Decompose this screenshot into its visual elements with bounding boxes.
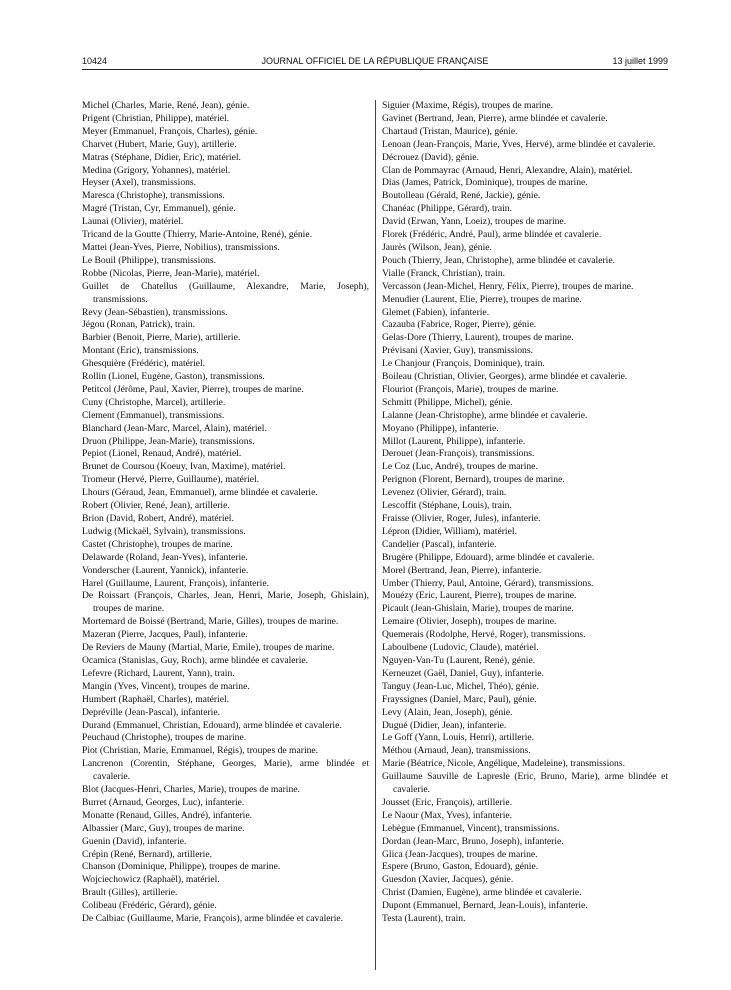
- list-item: Jousset (Eric, François), artillerie.: [382, 796, 513, 808]
- list-item: Cuny (Christophe, Marcel), artillerie.: [82, 396, 226, 408]
- list-item: Lenoan (Jean-François, Marie, Yves, Hervé), arme blindée et cavalerie.: [382, 138, 656, 150]
- list-item: Medina (Grigory, Yohannes), matériel.: [82, 164, 231, 176]
- list-item: Levy (Alain, Jean, Joseph), génie.: [382, 706, 513, 718]
- list-item: Nguyen-Van-Tu (Laurent, René), génie.: [382, 654, 536, 666]
- list-item: Launai (Olivier), matériel.: [82, 216, 184, 228]
- list-item: Lefevre (Richard, Laurent, Yann), train.: [82, 667, 235, 679]
- journal-title: JOURNAL OFFICIEL DE LA RÉPUBLIQUE FRANÇAISE: [261, 56, 489, 66]
- list-item: Brunet de Coursou (Koeuy, Ivan, Maxime), matériel.: [82, 461, 286, 473]
- list-item: Ocamica (Stanislas, Guy, Roch), arme blindée et cavalerie.: [82, 654, 309, 666]
- page-number: 10424: [82, 56, 108, 66]
- list-item: Gavinet (Bertrand, Jean, Pierre), arme blindée et cavalerie.: [382, 112, 608, 124]
- list-item: Florek (Frédéric, André, Paul), arme blindée et cavalerie.: [382, 229, 602, 241]
- list-item: Vercasson (Jean-Michel, Henry, Félix, Pierre), troupes de marine.: [382, 280, 634, 292]
- publication-date: 13 juillet 1999: [612, 56, 668, 66]
- list-item: Tanguy (Jean-Luc, Michel, Théo), génie.: [382, 680, 539, 692]
- list-item: Petitcol (Jérôme, Paul, Xavier, Pierre), troupes de marine.: [82, 383, 304, 395]
- list-item: Frayssignes (Daniel, Marc, Paul), génie.: [382, 693, 537, 705]
- list-item: Guillaume Sauville de Lapresle (Eric, Bruno, Marie), arme blindée et cavalerie.: [382, 771, 668, 796]
- header-rule: [82, 69, 668, 70]
- list-item: Barbier (Benoit, Pierre, Marie), artillerie.: [82, 332, 241, 344]
- list-item: Montant (Eric), transmissions.: [82, 345, 199, 357]
- list-item: Espere (Bruno, Gaston, Edouard), génie.: [382, 861, 539, 873]
- list-item: Vonderscher (Laurent, Yannick), infanterie.: [82, 564, 249, 576]
- list-item: Dupont (Emmanuel, Bernard, Jean-Louis), infanterie.: [382, 900, 588, 912]
- list-item: Mazeran (Pierre, Jacques, Paul), infanterie.: [82, 629, 248, 641]
- list-item: Derouet (Jean-François), transmissions.: [382, 448, 535, 460]
- list-item: Blot (Jacques-Henri, Charles, Marie), troupes de marine.: [82, 784, 300, 796]
- list-item: Revy (Jean-Sébastien), transmissions.: [82, 306, 228, 318]
- list-item: Harel (Guillaume, Laurent, François), infanterie.: [82, 577, 270, 589]
- list-item: Menudier (Laurent, Elie, Pierre), troupes de marine.: [382, 293, 582, 305]
- list-item: Pouch (Thierry, Jean, Christophe), arme blindée et cavalerie.: [382, 254, 615, 266]
- list-item: Tricand de la Goutte (Thierry, Marie-Antoine, René), génie.: [82, 229, 312, 241]
- list-item: Gelas-Dore (Thierry, Laurent), troupes de marine.: [382, 332, 574, 344]
- list-item: Piot (Christian, Marie, Emmanuel, Régis), troupes de marine.: [82, 745, 319, 757]
- list-item: Schmitt (Philippe, Michel), génie.: [382, 396, 513, 408]
- list-item: Le Goff (Yann, Louis, Henri), artillerie.: [382, 732, 535, 744]
- list-item: Prigent (Christian, Philippe), matériel.: [82, 112, 230, 124]
- left-column: [82, 100, 369, 926]
- list-item: Quemerais (Rodolphe, Hervé, Roger), transmissions.: [382, 629, 586, 641]
- list-item: Matras (Stéphane, Didier, Eric), matériel.: [82, 151, 241, 163]
- list-item: Siguier (Maxime, Régis), troupes de marine.: [382, 100, 554, 111]
- list-item: Rollin (Lionel, Eugène, Gaston), transmissions.: [82, 371, 265, 383]
- list-item: Clement (Emmanuel), transmissions.: [82, 409, 225, 421]
- list-item: Monatte (Renaud, Gilles, André), infanterie.: [82, 809, 252, 821]
- list-item: Le Coz (Luc, André), troupes de marine.: [382, 461, 538, 473]
- list-item: Depréville (Jean-Pascal), infanterie.: [82, 706, 220, 718]
- list-item: Pepiot (Lionel, Renaud, André), matériel.: [82, 448, 242, 460]
- list-item: Blanchard (Jean-Marc, Marcel, Alain), matériel.: [82, 422, 267, 434]
- list-item: Wojciechowicz (Raphaël), matériel.: [82, 874, 220, 886]
- list-item: Burret (Arnaud, Georges, Luc), infanterie.: [82, 796, 245, 808]
- page-header: [82, 54, 668, 68]
- list-item: Moyano (Philippe), infanterie.: [382, 422, 499, 434]
- list-item: Heyser (Axel), transmissions.: [82, 177, 197, 189]
- list-item: David (Erwan, Yann, Loeiz), troupes de marine.: [382, 216, 567, 228]
- list-item: Maresca (Christophe), transmissions.: [82, 190, 225, 202]
- list-item: Lépron (Didier, William), matériel.: [382, 525, 517, 537]
- list-item: Colibeau (Frédéric, Gérard), génie.: [82, 900, 217, 912]
- list-item: Albassier (Marc, Guy), troupes de marine.: [82, 822, 245, 834]
- list-item: Christ (Damien, Eugène), arme blindée et cavalerie.: [382, 887, 582, 899]
- list-item: Robbe (Nicolas, Pierre, Jean-Marie), matériel.: [82, 267, 260, 279]
- list-item: Mouézy (Eric, Laurent, Pierre), troupes de marine.: [382, 590, 577, 602]
- list-item: Le Naour (Max, Yves), infanterie.: [382, 809, 513, 821]
- list-item: Michel (Charles, Marie, René, Jean), génie.: [82, 100, 250, 111]
- list-item: Dugué (Didier, Jean), infanterie.: [382, 719, 507, 731]
- list-item: Magré (Tristan, Cyr, Emmanuel), génie.: [82, 203, 236, 215]
- list-item: Candelier (Pascal), infanterie.: [382, 538, 497, 550]
- list-item: Brault (Gilles), artillerie.: [82, 887, 178, 899]
- column-divider: [375, 100, 376, 970]
- list-item: Guesdon (Xavier, Jacques), génie.: [382, 874, 514, 886]
- list-item: Vialle (Franck, Christian), train.: [382, 267, 506, 279]
- list-item: Marie (Béatrice, Nicole, Angélique, Madeleine), transmissions.: [382, 758, 625, 770]
- list-item: Glemet (Fabien), infanterie.: [382, 306, 490, 318]
- list-item: Guenin (David), infanterie.: [82, 835, 187, 847]
- list-item: Perignon (Florent, Bernard), troupes de marine.: [382, 474, 565, 486]
- list-item: Le Chanjour (François, Dominique), train.: [382, 358, 545, 370]
- list-item: Meyer (Emmanuel, François, Charles), génie.: [82, 125, 258, 137]
- list-item: Lebègue (Emmanuel, Vincent), transmissions.: [382, 822, 560, 834]
- list-item: Méthou (Arnaud, Jean), transmissions.: [382, 745, 531, 757]
- list-item: Dordan (Jean-Marc, Bruno, Joseph), infanterie.: [382, 835, 564, 847]
- list-item: Boutolleau (Gérald, René, Jackie), génie.: [382, 190, 541, 202]
- list-item: Millot (Laurent, Philippe), infanterie.: [382, 435, 526, 447]
- list-item: Glica (Jean-Jacques), troupes de marine.: [382, 848, 538, 860]
- list-item: Mangin (Yves, Vincent), troupes de marine.: [82, 680, 250, 692]
- list-item: Lescoffit (Stéphane, Louis), train.: [382, 500, 512, 512]
- list-item: Umber (Thierry, Paul, Antoine, Gérard), transmissions.: [382, 577, 594, 589]
- list-item: Guillet de Chatellus (Guillaume, Alexandre, Marie, Joseph), transmissions.: [82, 280, 369, 305]
- list-item: Laboulbene (Ludovic, Claude), matériel.: [382, 642, 539, 654]
- list-item: Robert (Olivier, René, Jean), artillerie.: [82, 500, 230, 512]
- list-item: Kerneuzet (Gaël, Daniel, Guy), infanterie.: [382, 667, 544, 679]
- list-item: Crépin (René, Bernard), artillerie.: [82, 848, 212, 860]
- list-item: Jégou (Ronan, Patrick), train.: [82, 319, 195, 331]
- list-item: Jaurès (Wilson, Jean), génie.: [382, 241, 492, 253]
- list-item: Prévisani (Xavier, Guy), transmissions.: [382, 345, 533, 357]
- list-item: Lemaire (Olivier, Joseph), troupes de marine.: [382, 616, 557, 628]
- list-item: Lancrenon (Corentin, Stéphane, Georges, Marie), arme blindée et cavalerie.: [82, 758, 369, 783]
- list-item: Peuchaud (Christophe), troupes de marine.: [82, 732, 247, 744]
- list-item: Druon (Philippe, Jean-Marie), transmissions.: [82, 435, 255, 447]
- list-item: Lhours (Géraud, Jean, Emmanuel), arme blindée et cavalerie.: [82, 487, 318, 499]
- list-item: Chanson (Dominique, Philippe), troupes de marine.: [82, 861, 281, 873]
- list-item: Delawarde (Roland, Jean-Yves), infanterie.: [82, 551, 248, 563]
- list-item: Flouriot (François, Marie), troupes de marine.: [382, 383, 559, 395]
- list-item: Ghesquière (Frédéric), matériel.: [82, 358, 206, 370]
- list-item: Picault (Jean-Ghislain, Marie), troupes de marine.: [382, 603, 574, 615]
- list-item: Chartaud (Tristan, Maurice), génie.: [382, 125, 518, 137]
- list-item: Durand (Emmanuel, Christian, Edouard), arme blindée et cavalerie.: [82, 719, 342, 731]
- list-item: Tromeur (Hervé, Pierre, Guillaume), matériel.: [82, 474, 260, 486]
- right-column: [382, 100, 668, 926]
- list-item: Brugère (Philippe, Edouard), arme blindée et cavalerie.: [382, 551, 595, 563]
- list-item: Charvet (Hubert, Marie, Guy), artillerie.: [82, 138, 237, 150]
- list-item: Castet (Christophe), troupes de marine.: [82, 538, 233, 550]
- list-item: Mortemard de Boissé (Bertrand, Marie, Gilles), troupes de marine.: [82, 616, 339, 628]
- list-item: Morel (Bertrand, Jean, Pierre), infanterie.: [382, 564, 542, 576]
- list-item: Humbert (Raphaël, Charles), matériel.: [82, 693, 230, 705]
- list-item: Dias (James, Patrick, Dominique), troupes de marine.: [382, 177, 588, 189]
- list-item: De Reviers de Mauny (Martial, Marie, Emile), troupes de marine.: [82, 642, 335, 654]
- list-item: Clan de Pommayrac (Arnaud, Henri, Alexandre, Alain), matériel.: [382, 164, 633, 176]
- list-item: Boileau (Christian, Olivier, Georges), arme blindée et cavalerie.: [382, 371, 628, 383]
- list-item: Lalanne (Jean-Christophe), arme blindée et cavalerie.: [382, 409, 588, 421]
- list-item: Fraisse (Olivier, Roger, Jules), infanterie.: [382, 513, 541, 524]
- list-item: De Calbiac (Guillaume, Marie, François), arme blindée et cavalerie.: [82, 913, 344, 925]
- list-item: Levenez (Olivier, Gérard), train.: [382, 487, 507, 499]
- list-item: Chanéac (Philippe, Gérard), train.: [382, 203, 512, 215]
- list-item: Mattei (Jean-Yves, Pierre, Nobilius), transmissions.: [82, 241, 280, 253]
- list-item: Décrouez (David), génie.: [382, 151, 479, 163]
- list-item: Brion (David, Robert, André), matériel.: [82, 513, 234, 524]
- list-item: Cazauba (Fabrice, Roger, Pierre), génie.: [382, 319, 537, 331]
- list-item: Ludwig (Mickaël, Sylvain), transmissions.: [82, 525, 246, 537]
- list-item: Testa (Laurent), train.: [382, 913, 466, 925]
- list-item: De Roissart (François, Charles, Jean, Henri, Marie, Joseph, Ghislain), troupes de marine.: [82, 590, 369, 615]
- list-item: Le Bouil (Philippe), transmissions.: [82, 254, 217, 266]
